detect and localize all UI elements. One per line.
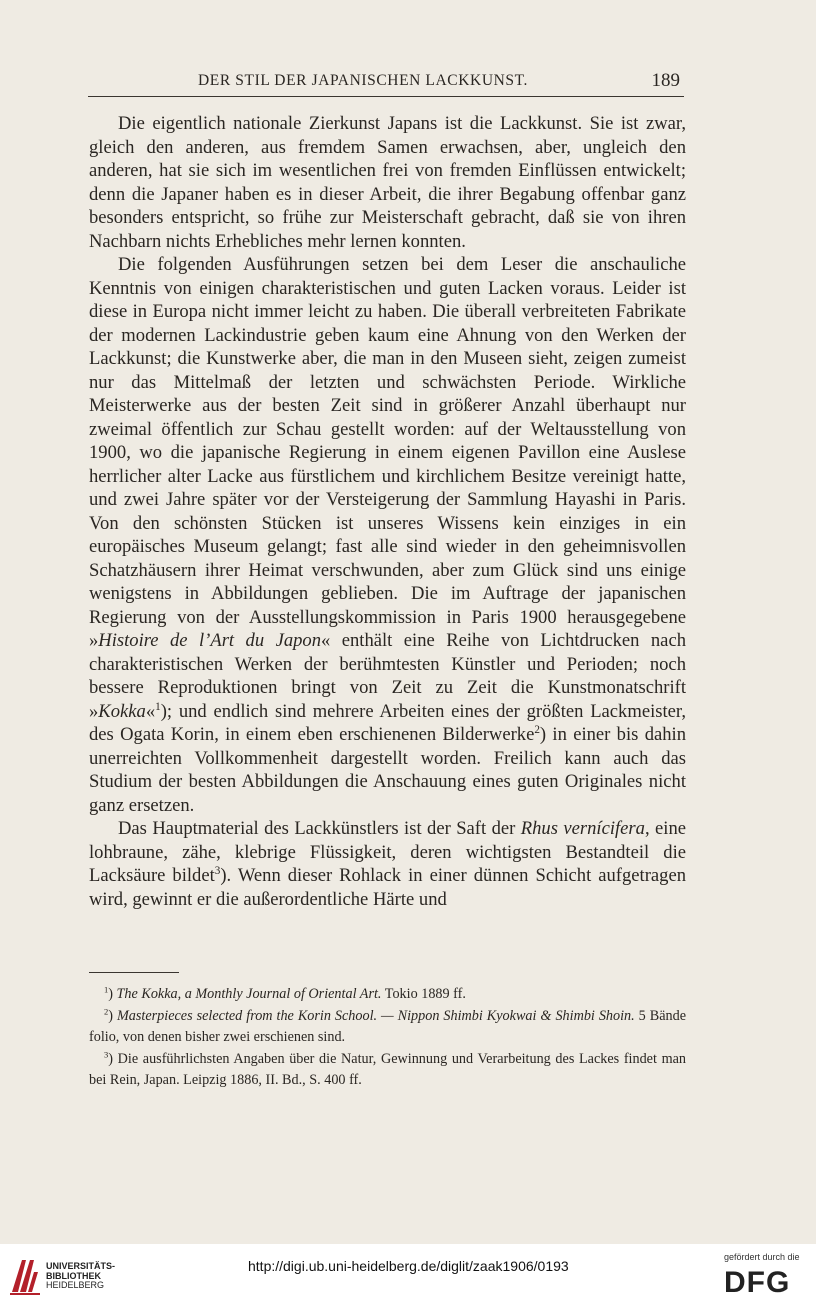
- page-number: 189: [651, 70, 680, 91]
- footnote-1: $^1$) The Kokka, a Monthly Journal of Oriental Art. Tokio 1889 ff.: [104, 984, 466, 1002]
- paragraph-2: Die folgenden Ausführungen setzen bei dem Leser die anschauliche Kenntnis von einigen charakteristischen und guten Lacken voraus. Leider ist diese in Europa nicht immer leicht zu haben. Die überall verbreiteten Fabrikate der modernen Lackindustrie geben kaum eine Ahnung von den Werken der Lackkunst; die Kunstwerke aber, die man in den Museen sieht, zeigen zumeist nur das Mittelmaß der letzten und schwächsten Periode. Wirkliche Meisterwerke aus der besten Zeit sind in größerer Anzahl überhaupt nur zweimal öffentlich zur Schau gestellt worden: auf der Weltausstellung von 1900, wo die japanische Regierung in einem eigenen Pavillon eine Auslese herrlicher alter Lacke aus fürstlichem und kirchlichem Besitze vereinigt hatte, und zwei Jahre später vor der Versteigerung der Sammlung Hayashi in Paris. Von den schönsten Stücken ist unseres Wissens kein einziges in ein europäisches Museum gelangt; fast alle sind wieder in den geheimnisvollen Schatzhäusern ihrer Heimat verschwunden, aber zum Glück sind uns einige wenigstens in Abbildungen geblieben. Die im Auftrage der japanischen Regierung von der Ausstellungskommission in Paris 1900 herausgegebene »Histoire de l’Art du Japon« enthält eine Reihe von Lichtdrucken nach charakteristischen Werken der berühmtesten Künstler und Perioden; noch bessere Reproduktionen bringt von Zeit zu Zeit die Kunstmonatschrift »Kokka«$^1$); und endlich sind mehrere Arbeiten eines der größten Lackmeister, des Ogata Korin, in einem eben erschienenen Bilderwerke$^2$) in einer bis dahin unerreichten Vollkommenheit dargestellt worden. Freilich kann auch das Studium der besten Abbildungen die Anschauung eines guten Originales nicht ganz ersetzen.: [89, 254, 686, 816]
- footnote-ref-2[interactable]: 2: [534, 723, 540, 736]
- paragraph-3: Das Hauptmaterial des Lackkünstlers ist der Saft der Rhus vernícifera, eine lohbraune, zähe, klebrige Flüssigkeit, deren wichtigsten Bestandteil die Lacksäure bildet$^3$). Wenn dieser Rohlack in einer dünnen Schicht aufgetragen wird, gewinnt er die außerordentliche Härte und: [89, 818, 687, 910]
- paragraph-1: Die eigentlich nationale Zierkunst Japans ist die Lackkunst. Sie ist zwar, gleich den anderen, aus fremdem Samen erwachsen, aber, ungleich den anderen, hat sie sich im wesentlichen frei von fremden Einflüssen entwickelt; denn die Japaner haben es in dieser Arbeit, die ihrer Begabung offenbar ganz besonders entspricht, so frühe zur Meisterschaft gebracht, daß sie von ihren Nachbarn nichts Erhebliches mehr lernen konnten.: [89, 113, 686, 252]
- footnote-divider: [89, 972, 179, 973]
- paragraph-2-text: Die folgenden Ausführungen setzen bei dem Leser die anschauliche Kenntnis von einigen charakteristischen und guten Lacken voraus. Leider ist diese in Europa nicht immer leicht zu haben. Die überall verbreiteten Fabrikate der modernen Lackindustrie geben kaum eine Ahnung von den Werken der Lackkunst; die Kunstwerke aber, die man in den Museen sieht, zeigen zumeist nur das Mittelmaß der letzten und schwächsten Periode. Wirkliche Meisterwerke aus der besten Zeit sind in größerer Anzahl überhaupt nur zweimal öffentlich zur Schau gestellt worden: auf der Weltausstellung von 1900, wo die japanische Regierung in einem eigenen Pavillon eine Auslese herrlicher alter Lacke aus fürstlichem und kirchlichem Besitze vereinigt hatte, und zwei Jahre später vor der Versteigerung der Sammlung Hayashi in Paris. Von den schönsten Stücken ist unseres Wissens kein einziges in ein europäisches Museum gelangt; fast alle sind wieder in den geheimnisvollen Schatzhäusern ihrer Heimat verschwunden, aber zum Glück sind uns einige wenigstens in Abbildungen geblieben. Die im Auftrage der japanischen Regierung von der Ausstellungskommission in Paris 1900 herausgegebene: [89, 254, 686, 628]
- header-title: DER STIL DER JAPANISCHEN LACKKUNST.: [198, 72, 529, 89]
- body-text: [89, 112, 686, 911]
- footer-bar: [0, 1244, 816, 1304]
- dfg-caption: gefördert durch die: [724, 1252, 800, 1262]
- title-kokka: Kokka: [98, 700, 146, 722]
- footnote-ref-3[interactable]: 3: [214, 864, 221, 877]
- permalink-url[interactable]: http://digi.ub.uni-heidelberg.de/diglit/zaak1906/0193: [248, 1258, 569, 1274]
- title-histoire: Histoire de l’Art du Japon: [98, 630, 322, 651]
- university-library-name[interactable]: UNIVERSITÄTS- BIBLIOTHEK HEIDELBERG: [46, 1261, 116, 1290]
- species-name: Rhus vernícifera: [520, 818, 645, 839]
- footnotes: [89, 984, 686, 1092]
- footnote-2: $^2$) Masterpieces selected from the Korin School. — Nippon Shimbi Kyokwai & Shimbi Shoin. 5 Bände folio, von denen bisher zwei erschienen sind.: [89, 1005, 686, 1045]
- dfg-logo[interactable]: DFG: [724, 1266, 791, 1299]
- university-library-logo-icon[interactable]: [8, 1254, 42, 1296]
- running-header: [88, 70, 684, 97]
- footnote-3: $^3$) Die ausführlichsten Angaben über die Natur, Gewinnung und Verarbeitung des Lackes findet man bei Rein, Japan. Leipzig 1886, II. Bd., S. 400 ff.: [89, 1048, 686, 1088]
- footnote-ref-1[interactable]: 1: [155, 700, 161, 713]
